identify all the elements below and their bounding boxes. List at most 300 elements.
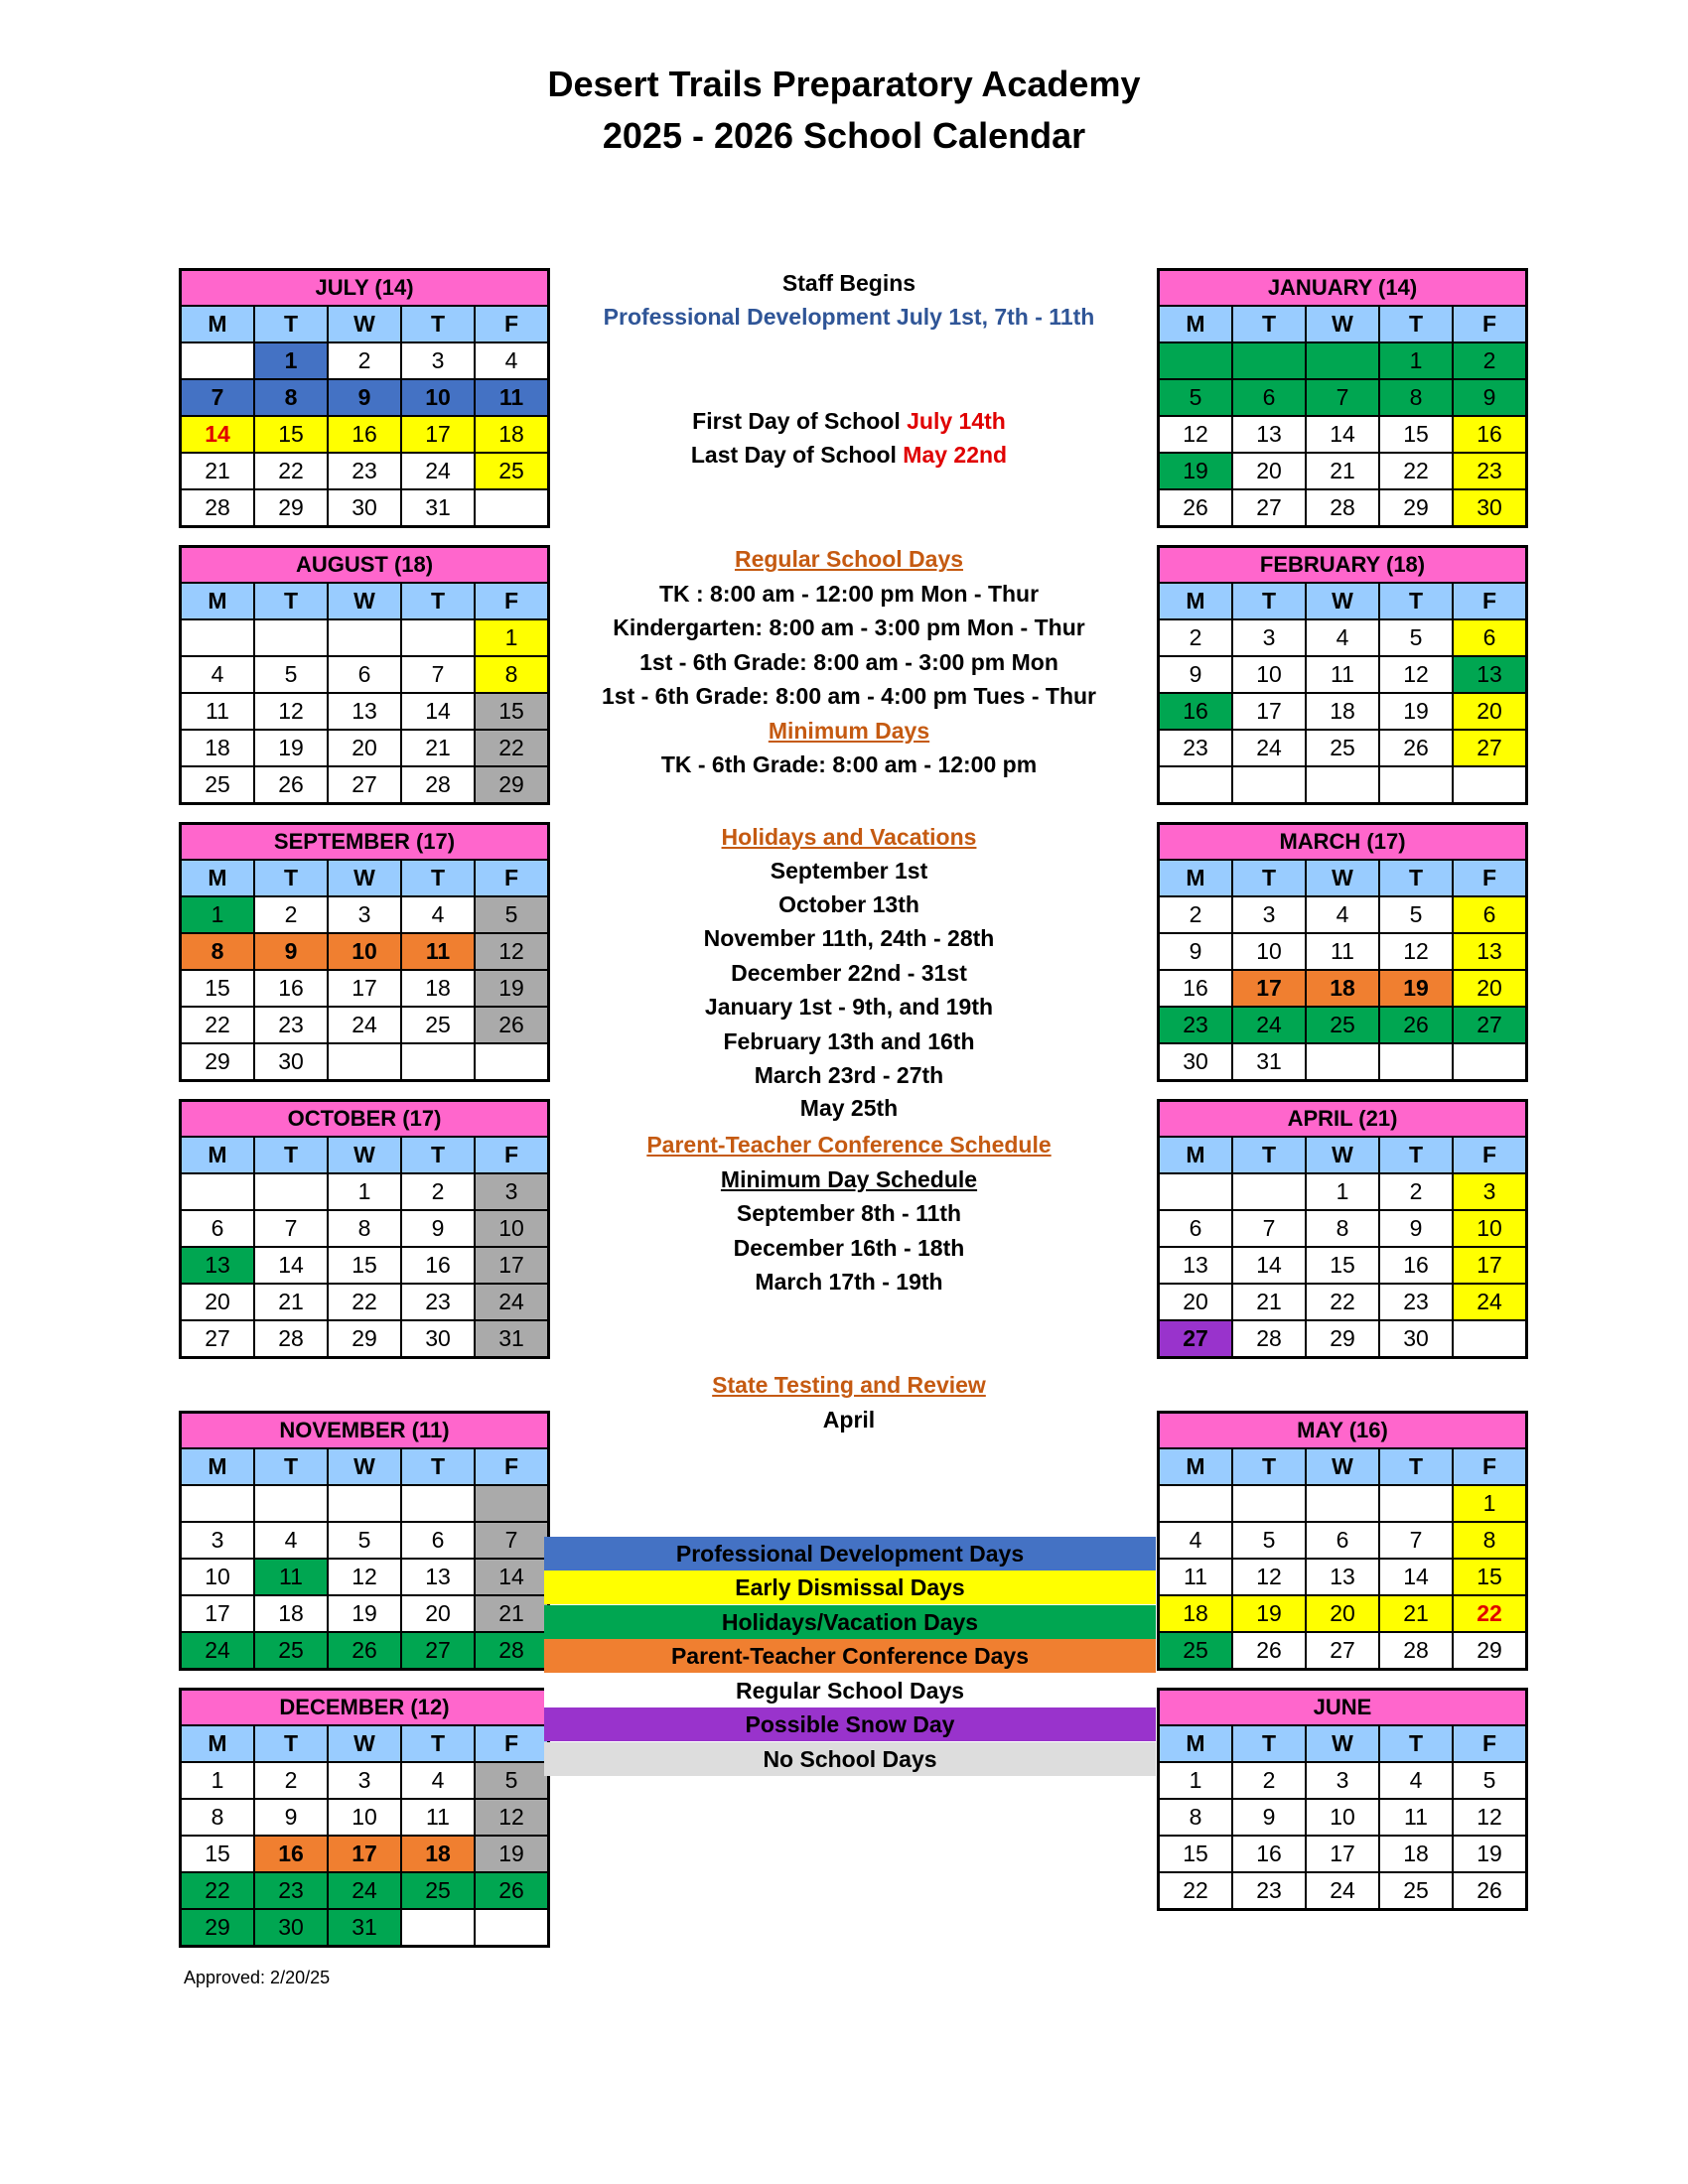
weekday-header: T xyxy=(253,1449,327,1484)
day-cell: 24 xyxy=(327,1008,400,1042)
week-row xyxy=(1160,765,1525,802)
weekday-header: F xyxy=(474,1449,547,1484)
day-cell: 26 xyxy=(1378,731,1452,765)
calendar-title: 2025 - 2026 School Calendar xyxy=(602,115,1086,156)
weekday-header: T xyxy=(1378,861,1452,895)
first-day-label: First Day of School xyxy=(692,408,908,434)
day-cell xyxy=(1160,1486,1231,1521)
day-cell: 19 xyxy=(1160,454,1231,488)
weekday-header-row xyxy=(1160,1726,1525,1761)
day-cell: 12 xyxy=(1378,657,1452,692)
day-cell xyxy=(1231,1486,1305,1521)
weekday-header: T xyxy=(1378,307,1452,341)
regular-line-3: 1st - 6th Grade: 8:00 am - 3:00 pm Mon xyxy=(639,649,1058,675)
week-row xyxy=(182,1631,547,1668)
week-row xyxy=(1160,692,1525,729)
day-cell: 27 xyxy=(1452,1008,1525,1042)
weekday-header: W xyxy=(1305,1726,1378,1761)
day-cell: 14 xyxy=(1378,1560,1452,1594)
day-cell: 22 xyxy=(253,454,327,488)
week-row xyxy=(182,1871,547,1908)
day-cell xyxy=(1231,343,1305,378)
week-row xyxy=(182,932,547,969)
day-cell xyxy=(400,1044,474,1079)
day-cell: 25 xyxy=(400,1873,474,1908)
day-cell: 20 xyxy=(1305,1596,1378,1631)
day-cell: 7 xyxy=(1231,1211,1305,1246)
day-cell: 28 xyxy=(1305,490,1378,525)
day-cell: 15 xyxy=(1452,1560,1525,1594)
week-row xyxy=(1160,932,1525,969)
day-cell: 7 xyxy=(1305,380,1378,415)
day-cell: 3 xyxy=(1231,620,1305,655)
weekday-header: W xyxy=(327,1138,400,1172)
day-cell: 8 xyxy=(253,380,327,415)
day-cell: 21 xyxy=(205,458,230,483)
day-cell: 2 xyxy=(1189,901,1202,927)
day-cell: 23 xyxy=(327,454,400,488)
week-row xyxy=(182,1172,547,1209)
week-row xyxy=(1160,415,1525,452)
week-row xyxy=(182,895,547,932)
day-cell: 26 xyxy=(327,1633,400,1668)
day-cell: 26 xyxy=(1231,1633,1305,1668)
day-cell: 9 xyxy=(1452,380,1525,415)
week-row xyxy=(1160,341,1525,378)
day-cell: 2 xyxy=(1231,1763,1305,1798)
day-cell: 4 xyxy=(253,1523,327,1558)
day-cell: 19 xyxy=(474,971,547,1006)
day-cell: 24 xyxy=(1231,731,1305,765)
day-cell: 1 xyxy=(1452,1486,1525,1521)
day-cell: 2 xyxy=(253,897,327,932)
week-row xyxy=(182,452,547,488)
week-row xyxy=(182,488,547,525)
pd-dates: Professional Development July 1st, 7th - 11th xyxy=(603,304,1095,330)
day-cell: 17 xyxy=(1231,694,1305,729)
weekday-header: M xyxy=(182,307,253,341)
week-row xyxy=(1160,655,1525,692)
day-cell: 29 xyxy=(474,767,547,802)
legend-parent-teacher: Parent-Teacher Conference Days xyxy=(544,1639,1156,1673)
day-cell: 17 xyxy=(1305,1837,1378,1871)
legend-holidays-vacation: Holidays/Vacation Days xyxy=(544,1605,1156,1639)
day-cell: 24 xyxy=(182,1633,253,1668)
day-cell: 21 xyxy=(1231,1285,1305,1319)
weekday-header: F xyxy=(474,861,547,895)
day-cell: 25 xyxy=(253,1633,327,1668)
weekday-header: T xyxy=(1231,307,1305,341)
week-row xyxy=(1160,1319,1525,1356)
day-cell: 28 xyxy=(253,1321,327,1356)
day-cell: 5 xyxy=(1160,380,1231,415)
day-cell: 18 xyxy=(400,971,474,1006)
day-cell: 2 xyxy=(400,1174,474,1209)
day-cell: 6 xyxy=(1305,1523,1378,1558)
day-cell: 16 xyxy=(253,1837,327,1871)
regular-line-1: TK : 8:00 am - 12:00 pm Mon - Thur xyxy=(658,581,1040,607)
day-cell: 6 xyxy=(400,1523,474,1558)
day-cell: 10 xyxy=(205,1564,230,1589)
day-cell: 3 xyxy=(474,1174,547,1209)
day-cell: 19 xyxy=(1452,1837,1525,1871)
day-cell: 27 xyxy=(1160,1321,1231,1356)
day-cell: 19 xyxy=(1231,1596,1305,1631)
week-row xyxy=(1160,378,1525,415)
day-cell xyxy=(1231,1174,1305,1209)
day-cell: 15 xyxy=(1305,1248,1378,1283)
day-cell xyxy=(1378,1044,1452,1079)
day-cell: 22 xyxy=(1183,1877,1208,1903)
weekday-header: T xyxy=(400,861,474,895)
day-cell: 6 xyxy=(211,1215,224,1241)
day-cell: 4 xyxy=(400,1763,474,1798)
week-row xyxy=(182,1283,547,1319)
day-cell: 16 xyxy=(400,1248,474,1283)
day-cell: 17 xyxy=(327,971,400,1006)
weekday-header-row xyxy=(182,307,547,341)
day-cell: 1 xyxy=(253,343,327,378)
last-day-label: Last Day of School xyxy=(690,442,904,468)
weekday-header-row xyxy=(182,1449,547,1484)
month-title: DECEMBER (12) xyxy=(182,1691,547,1726)
holiday-line-5: January 1st - 9th, and 19th xyxy=(704,994,994,1020)
day-cell: 16 xyxy=(1452,417,1525,452)
day-cell: 21 xyxy=(1378,1596,1452,1631)
day-cell: 19 xyxy=(327,1596,400,1631)
weekday-header: T xyxy=(1378,1726,1452,1761)
day-cell: 12 xyxy=(327,1560,400,1594)
day-cell: 13 xyxy=(1231,417,1305,452)
day-cell: 6 xyxy=(327,657,400,692)
day-cell xyxy=(182,1174,253,1209)
day-cell: 29 xyxy=(253,490,327,525)
week-row xyxy=(1160,1761,1525,1798)
testing-heading: State Testing and Review xyxy=(712,1372,986,1398)
day-cell: 23 xyxy=(1231,1873,1305,1908)
month-title: JANUARY (14) xyxy=(1160,271,1525,307)
ptc-heading: Parent-Teacher Conference Schedule xyxy=(646,1132,1052,1158)
weekday-header: T xyxy=(253,307,327,341)
month-may xyxy=(1157,1411,1528,1671)
weekday-header-row xyxy=(1160,307,1525,341)
month-title: NOVEMBER (11) xyxy=(182,1414,547,1449)
week-row xyxy=(182,1521,547,1558)
day-cell: 24 xyxy=(327,1873,400,1908)
day-cell: 29 xyxy=(1452,1633,1525,1668)
day-cell: 7 xyxy=(182,380,253,415)
weekday-header: T xyxy=(253,1138,327,1172)
weekday-header: M xyxy=(1160,1449,1231,1484)
day-cell: 15 xyxy=(205,975,230,1001)
day-cell: 25 xyxy=(474,454,547,488)
day-cell: 1 xyxy=(182,897,253,932)
day-cell: 22 xyxy=(1305,1285,1378,1319)
day-cell: 20 xyxy=(1183,1289,1208,1314)
weekday-header: M xyxy=(182,1138,253,1172)
weekday-header: T xyxy=(1231,584,1305,618)
day-cell: 6 xyxy=(1452,897,1525,932)
day-cell: 8 xyxy=(182,934,253,969)
week-row xyxy=(182,1246,547,1283)
week-row xyxy=(1160,1283,1525,1319)
day-cell xyxy=(474,1044,547,1079)
day-cell: 20 xyxy=(1452,694,1525,729)
day-cell: 21 xyxy=(474,1596,547,1631)
day-cell xyxy=(327,1044,400,1079)
day-cell: 30 xyxy=(253,1910,327,1945)
day-cell: 7 xyxy=(1378,1523,1452,1558)
week-row xyxy=(1160,618,1525,655)
day-cell: 27 xyxy=(1305,1633,1378,1668)
day-cell: 9 xyxy=(1189,938,1202,964)
day-cell: 8 xyxy=(211,1804,224,1830)
day-cell: 27 xyxy=(1231,490,1305,525)
weekday-header: T xyxy=(400,307,474,341)
day-cell xyxy=(1452,767,1525,802)
day-cell: 2 xyxy=(327,343,400,378)
day-cell: 3 xyxy=(211,1527,224,1553)
week-row xyxy=(182,1761,547,1798)
first-day-date: July 14th xyxy=(907,408,1006,434)
month-title: AUGUST (18) xyxy=(182,548,547,584)
testing-line: April xyxy=(822,1407,876,1433)
day-cell: 26 xyxy=(253,767,327,802)
day-cell: 5 xyxy=(1231,1523,1305,1558)
month-june xyxy=(1157,1688,1528,1911)
day-cell: 12 xyxy=(1183,421,1208,447)
day-cell: 24 xyxy=(400,454,474,488)
weekday-header: M xyxy=(182,1449,253,1484)
day-cell: 1 xyxy=(211,1767,224,1793)
weekday-header: T xyxy=(253,861,327,895)
day-cell: 17 xyxy=(205,1600,230,1626)
day-cell: 27 xyxy=(327,767,400,802)
day-cell: 3 xyxy=(327,1763,400,1798)
day-cell: 9 xyxy=(1378,1211,1452,1246)
regular-line-2: Kindergarten: 8:00 am - 3:00 pm Mon - Thur xyxy=(613,614,1085,640)
weekday-header: M xyxy=(1160,861,1231,895)
day-cell: 24 xyxy=(1305,1873,1378,1908)
day-cell: 18 xyxy=(1305,694,1378,729)
month-march xyxy=(1157,822,1528,1082)
weekday-header: T xyxy=(400,1138,474,1172)
day-cell: 7 xyxy=(253,1211,327,1246)
day-cell: 25 xyxy=(205,771,230,797)
regular-days-heading: Regular School Days xyxy=(734,546,964,572)
weekday-header: M xyxy=(1160,1138,1231,1172)
day-cell: 10 xyxy=(1452,1211,1525,1246)
day-cell: 4 xyxy=(211,661,224,687)
day-cell: 3 xyxy=(400,343,474,378)
day-cell: 15 xyxy=(253,417,327,452)
day-cell: 18 xyxy=(400,1837,474,1871)
day-cell xyxy=(253,1486,327,1521)
day-cell: 8 xyxy=(1378,380,1452,415)
week-row xyxy=(182,1006,547,1042)
week-row xyxy=(182,969,547,1006)
day-cell: 17 xyxy=(400,417,474,452)
day-cell: 21 xyxy=(253,1285,327,1319)
day-cell: 5 xyxy=(253,657,327,692)
day-cell: 25 xyxy=(1305,1008,1378,1042)
day-cell: 11 xyxy=(474,380,547,415)
day-cell: 30 xyxy=(1452,490,1525,525)
day-cell: 17 xyxy=(1231,971,1305,1006)
day-cell: 30 xyxy=(253,1044,327,1079)
day-cell: 9 xyxy=(1189,661,1202,687)
day-cell xyxy=(1160,343,1231,378)
week-row xyxy=(182,1484,547,1521)
day-cell xyxy=(1160,1174,1231,1209)
week-row xyxy=(1160,1835,1525,1871)
day-cell: 22 xyxy=(474,731,547,765)
day-cell: 14 xyxy=(474,1560,547,1594)
weekday-header-row xyxy=(1160,1138,1525,1172)
weekday-header-row xyxy=(182,584,547,618)
week-row xyxy=(182,729,547,765)
day-cell: 2 xyxy=(1189,624,1202,650)
day-cell: 20 xyxy=(400,1596,474,1631)
weekday-header: T xyxy=(253,1726,327,1761)
weekday-header: T xyxy=(1378,1449,1452,1484)
day-cell: 13 xyxy=(1452,934,1525,969)
last-day-date: May 22nd xyxy=(903,442,1008,468)
week-row xyxy=(182,341,547,378)
approval-date: Approved: 2/20/25 xyxy=(184,1968,331,1987)
weekday-header-row xyxy=(182,1726,547,1761)
day-cell: 12 xyxy=(1378,934,1452,969)
month-april xyxy=(1157,1099,1528,1359)
day-cell xyxy=(1305,1486,1378,1521)
day-cell: 16 xyxy=(1160,694,1231,729)
day-cell: 16 xyxy=(1378,1248,1452,1283)
month-title: OCTOBER (17) xyxy=(182,1102,547,1138)
week-row xyxy=(1160,729,1525,765)
day-cell: 26 xyxy=(474,1008,547,1042)
day-cell: 8 xyxy=(327,1211,400,1246)
week-row xyxy=(182,1908,547,1945)
day-cell: 3 xyxy=(1231,897,1305,932)
week-row xyxy=(1160,1042,1525,1079)
day-cell: 3 xyxy=(1452,1174,1525,1209)
month-february xyxy=(1157,545,1528,805)
day-cell: 15 xyxy=(327,1248,400,1283)
day-cell: 10 xyxy=(1305,1800,1378,1835)
day-cell: 12 xyxy=(474,1800,547,1835)
week-row xyxy=(182,1798,547,1835)
week-row xyxy=(1160,1521,1525,1558)
weekday-header: F xyxy=(474,1138,547,1172)
day-cell xyxy=(400,620,474,655)
day-cell: 13 xyxy=(182,1248,253,1283)
week-row xyxy=(1160,1558,1525,1594)
day-cell: 23 xyxy=(1183,735,1208,760)
day-cell: 4 xyxy=(474,343,547,378)
day-cell xyxy=(1231,767,1305,802)
day-cell: 20 xyxy=(205,1289,230,1314)
day-cell: 27 xyxy=(205,1325,230,1351)
week-row xyxy=(1160,1631,1525,1668)
day-cell: 23 xyxy=(400,1285,474,1319)
minimum-line: TK - 6th Grade: 8:00 am - 12:00 pm xyxy=(660,751,1038,777)
weekday-header-row xyxy=(1160,861,1525,895)
day-cell: 31 xyxy=(400,490,474,525)
weekday-header-row xyxy=(182,1138,547,1172)
weekday-header: M xyxy=(1160,584,1231,618)
week-row xyxy=(1160,488,1525,525)
week-row xyxy=(182,692,547,729)
day-cell: 30 xyxy=(1378,1321,1452,1356)
day-cell: 5 xyxy=(1452,1763,1525,1798)
day-cell: 25 xyxy=(400,1008,474,1042)
day-cell: 9 xyxy=(253,1800,327,1835)
day-cell: 14 xyxy=(182,417,253,452)
day-cell: 10 xyxy=(1231,934,1305,969)
weekday-header-row xyxy=(1160,584,1525,618)
day-cell: 11 xyxy=(400,1800,474,1835)
day-cell: 18 xyxy=(474,417,547,452)
day-cell: 15 xyxy=(205,1841,230,1866)
weekday-header: T xyxy=(1231,1138,1305,1172)
day-cell: 23 xyxy=(1452,454,1525,488)
day-cell: 9 xyxy=(327,380,400,415)
day-cell: 31 xyxy=(474,1321,547,1356)
day-cell: 31 xyxy=(1231,1044,1305,1079)
day-cell xyxy=(182,620,253,655)
day-cell: 8 xyxy=(1189,1804,1202,1830)
weekday-header: T xyxy=(1378,1138,1452,1172)
day-cell xyxy=(400,1486,474,1521)
day-cell: 19 xyxy=(1378,694,1452,729)
weekday-header: T xyxy=(1231,1726,1305,1761)
day-cell: 1 xyxy=(327,1174,400,1209)
day-cell: 23 xyxy=(1378,1285,1452,1319)
day-cell: 26 xyxy=(474,1873,547,1908)
day-cell: 4 xyxy=(1305,620,1378,655)
day-cell: 25 xyxy=(1378,1873,1452,1908)
day-cell: 12 xyxy=(1231,1560,1305,1594)
day-cell: 22 xyxy=(182,1873,253,1908)
day-cell: 5 xyxy=(1378,897,1452,932)
day-cell xyxy=(400,1910,474,1945)
day-cell: 4 xyxy=(400,897,474,932)
day-cell xyxy=(182,1486,253,1521)
day-cell: 12 xyxy=(253,694,327,729)
weekday-header: W xyxy=(327,1726,400,1761)
day-cell: 21 xyxy=(400,731,474,765)
holidays-heading: Holidays and Vacations xyxy=(721,824,977,850)
holiday-line-2: October 13th xyxy=(778,891,919,917)
ptc-line-1: September 8th - 11th xyxy=(736,1200,962,1226)
month-december xyxy=(179,1688,550,1948)
day-cell xyxy=(474,1910,547,1945)
day-cell: 3 xyxy=(327,897,400,932)
day-cell: 14 xyxy=(400,694,474,729)
day-cell: 22 xyxy=(205,1012,230,1037)
holiday-line-7: March 23rd - 27th xyxy=(754,1062,944,1088)
legend-no-school: No School Days xyxy=(544,1742,1156,1776)
day-cell: 22 xyxy=(327,1285,400,1319)
week-row xyxy=(182,1835,547,1871)
day-cell: 16 xyxy=(253,971,327,1006)
weekday-header: T xyxy=(1231,1449,1305,1484)
weekday-header: F xyxy=(1452,1138,1525,1172)
day-cell: 17 xyxy=(474,1248,547,1283)
month-october xyxy=(179,1099,550,1359)
weekday-header: W xyxy=(327,861,400,895)
weekday-header: W xyxy=(327,584,400,618)
